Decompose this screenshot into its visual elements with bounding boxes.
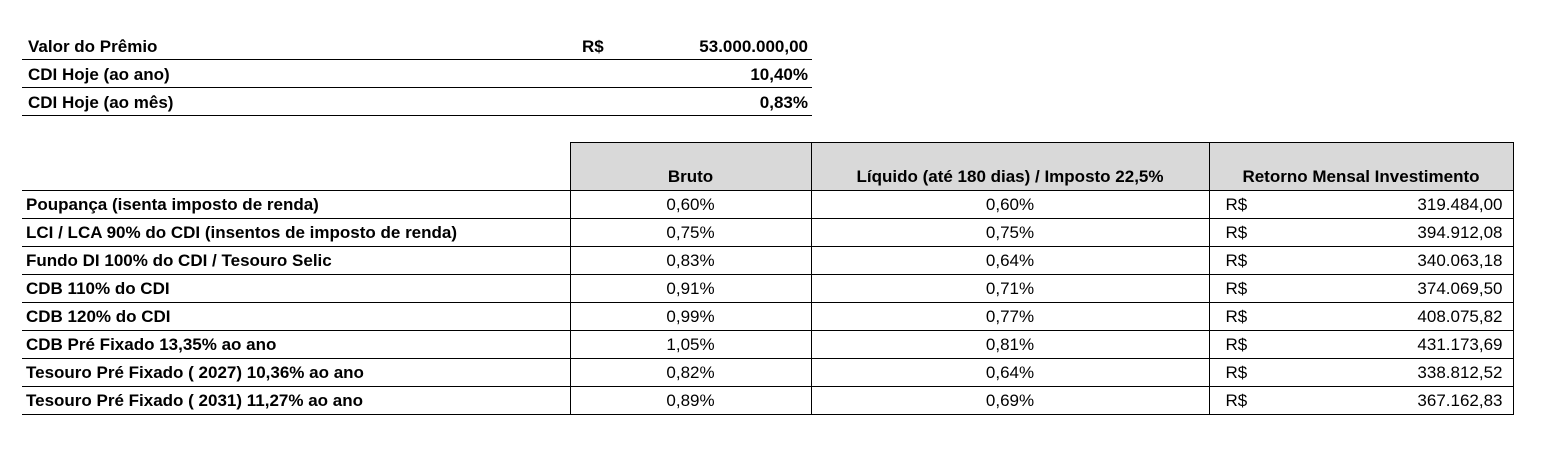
bruto-cell: 0,91% <box>570 275 811 303</box>
investment-label: LCI / LCA 90% do CDI (insentos de imposto de renda) <box>22 219 570 247</box>
bruto-cell: 0,89% <box>570 387 811 415</box>
liquido-cell: 0,77% <box>811 303 1209 331</box>
retorno-value: 408.075,82 <box>1417 306 1503 326</box>
liquido-cell: 0,60% <box>811 191 1209 219</box>
retorno-currency: R$ <box>1225 250 1248 270</box>
liquido-cell: 0,69% <box>811 387 1209 415</box>
retorno-value: 338.812,52 <box>1417 362 1503 382</box>
bruto-cell: 0,83% <box>570 247 811 275</box>
investment-table <box>22 142 1514 415</box>
table-row <box>22 247 1513 275</box>
retorno-cell <box>1209 219 1513 247</box>
table-row <box>22 387 1513 415</box>
retorno-value: 319.484,00 <box>1417 194 1503 214</box>
header-liquido: Líquido (até 180 dias) / Imposto 22,5% <box>811 143 1209 191</box>
summary-row-cdi-mes <box>22 88 812 116</box>
retorno-currency: R$ <box>1225 278 1248 298</box>
summary-row-cdi-ano <box>22 60 812 88</box>
liquido-cell: 0,71% <box>811 275 1209 303</box>
liquido-cell: 0,64% <box>811 359 1209 387</box>
liquido-cell: 0,75% <box>811 219 1209 247</box>
table-row <box>22 303 1513 331</box>
retorno-currency: R$ <box>1225 306 1248 326</box>
table-header-row <box>22 143 1513 191</box>
summary-value: 10,40% <box>750 65 808 84</box>
table-row <box>22 219 1513 247</box>
retorno-value: 394.912,08 <box>1417 222 1503 242</box>
retorno-value: 374.069,50 <box>1417 278 1503 298</box>
table-row <box>22 331 1513 359</box>
retorno-currency: R$ <box>1225 222 1248 242</box>
retorno-cell <box>1209 331 1513 359</box>
retorno-value: 340.063,18 <box>1417 250 1503 270</box>
retorno-cell <box>1209 247 1513 275</box>
investment-label: CDB 110% do CDI <box>22 275 570 303</box>
summary-value: 0,83% <box>759 93 808 112</box>
header-bruto: Bruto <box>570 143 811 191</box>
table-row <box>22 359 1513 387</box>
liquido-cell: 0,81% <box>811 331 1209 359</box>
liquido-cell: 0,64% <box>811 247 1209 275</box>
retorno-currency: R$ <box>1225 362 1248 382</box>
retorno-value: 367.162,83 <box>1417 390 1503 410</box>
bruto-cell: 0,99% <box>570 303 811 331</box>
table-row <box>22 275 1513 303</box>
bruto-cell: 1,05% <box>570 331 811 359</box>
retorno-currency: R$ <box>1225 390 1248 410</box>
investment-label: Fundo DI 100% do CDI / Tesouro Selic <box>22 247 570 275</box>
retorno-cell <box>1209 303 1513 331</box>
retorno-currency: R$ <box>1225 194 1248 214</box>
summary-value: 53.000.000,00 <box>699 37 808 56</box>
retorno-value: 431.173,69 <box>1417 334 1503 354</box>
summary-label: CDI Hoje (ao ano) <box>28 65 170 84</box>
header-retorno: Retorno Mensal Investimento <box>1209 143 1513 191</box>
summary-currency: R$ <box>582 37 604 56</box>
summary-label: Valor do Prêmio <box>28 37 158 56</box>
retorno-cell <box>1209 275 1513 303</box>
investment-label: Tesouro Pré Fixado ( 2031) 11,27% ao ano <box>22 387 570 415</box>
retorno-currency: R$ <box>1225 334 1248 354</box>
bruto-cell: 0,60% <box>570 191 811 219</box>
investment-label: Poupança (isenta imposto de renda) <box>22 191 570 219</box>
investment-label: CDB 120% do CDI <box>22 303 570 331</box>
retorno-cell <box>1209 387 1513 415</box>
investment-label: Tesouro Pré Fixado ( 2027) 10,36% ao ano <box>22 359 570 387</box>
retorno-cell <box>1209 191 1513 219</box>
bruto-cell: 0,82% <box>570 359 811 387</box>
investment-label: CDB Pré Fixado 13,35% ao ano <box>22 331 570 359</box>
summary-row-premio <box>22 32 812 60</box>
summary-label: CDI Hoje (ao mês) <box>28 93 174 112</box>
table-row <box>22 191 1513 219</box>
retorno-cell <box>1209 359 1513 387</box>
bruto-cell: 0,75% <box>570 219 811 247</box>
header-blank <box>22 143 570 191</box>
